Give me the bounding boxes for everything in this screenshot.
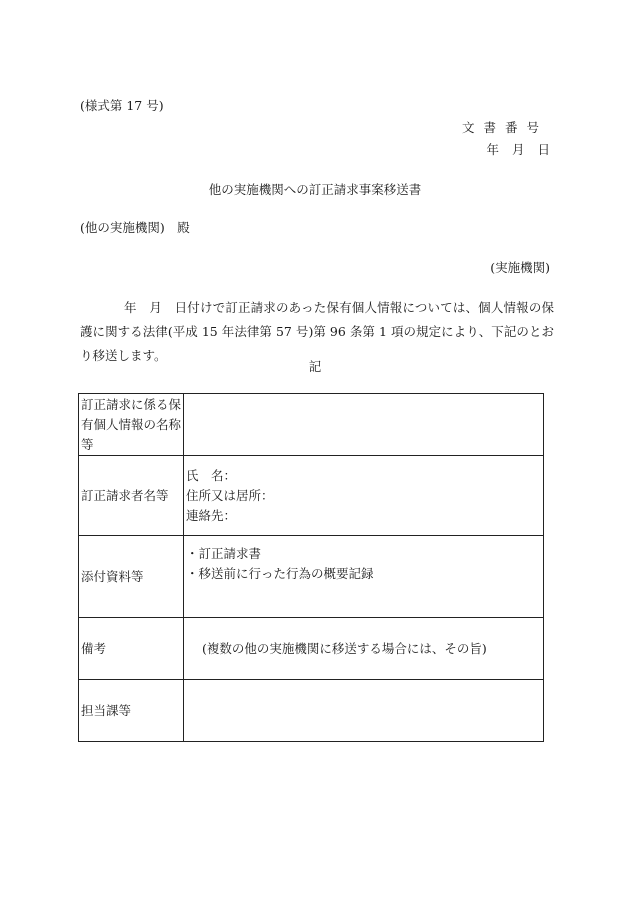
attachment-item: ・移送前に行った行為の概要記録 [186, 566, 374, 581]
sender: (実施機関) [490, 260, 550, 275]
value-attachments [184, 536, 544, 618]
document-number-label: 文書番号 [461, 120, 548, 135]
table-row [79, 536, 544, 618]
label-department: 担当課等 [79, 680, 184, 742]
addressee: (他の実施機関) 殿 [80, 220, 190, 235]
label-info-name: 訂正請求に係る保有個人情報の名称等 [79, 394, 184, 456]
requester-contact-line: 連絡先： [186, 507, 237, 523]
remarks-note: (複数の他の実施機関に移送する場合には、その旨) [202, 640, 487, 656]
label-requester: 訂正請求者名等 [79, 456, 184, 536]
document-title: 他の実施機関への訂正請求事案移送書 [208, 182, 422, 197]
table-row [79, 618, 544, 680]
ki-heading: 記 [308, 359, 322, 374]
value-info-name [184, 394, 544, 456]
table-row [79, 394, 544, 456]
label-remarks: 備考 [79, 618, 184, 680]
value-remarks [184, 618, 544, 680]
requester-name-line: 氏 名： [186, 467, 237, 483]
attachment-item: ・訂正請求書 [186, 546, 262, 561]
form-number: (様式第 17 号) [80, 98, 164, 113]
value-department [184, 680, 544, 742]
transfer-details-table [78, 393, 544, 742]
table-row [79, 456, 544, 536]
document-date-label: 年 月 日 [486, 142, 550, 157]
label-attachments: 添付資料等 [79, 536, 184, 618]
value-requester [184, 456, 544, 536]
requester-address-line: 住所又は居所： [186, 487, 274, 503]
table-row [79, 680, 544, 742]
body-text: 年 月 日付けで訂正請求のあった保有個人情報については、個人情報の保護に関する法律(平成 15 年法律第 57 号)第 96 条第 1 項の規定により、下記のとおり移送します。 [80, 300, 554, 363]
